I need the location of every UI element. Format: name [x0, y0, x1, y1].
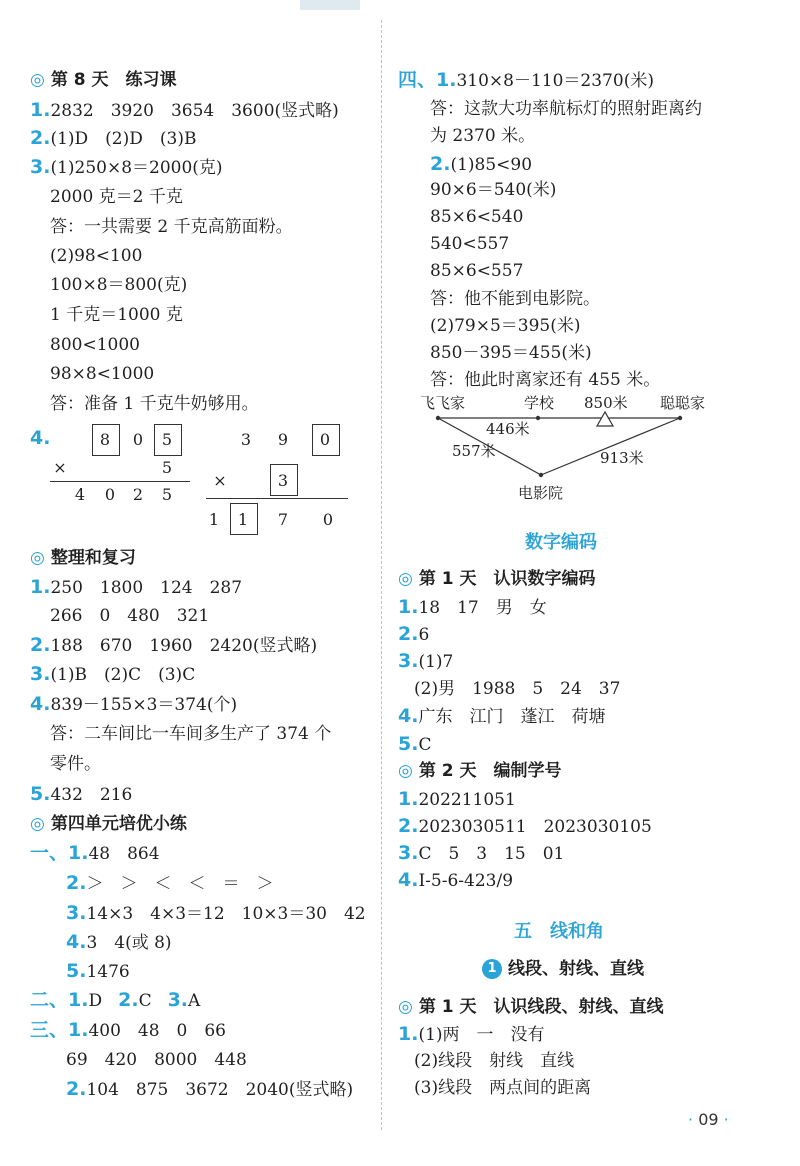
answer-line: 5.1476: [66, 960, 130, 982]
answer-line: 85×6<540: [430, 207, 524, 227]
answer-line: 为 2370 米。: [430, 126, 536, 146]
answer-line: 3.C 5 3 15 01: [398, 842, 565, 864]
answer-line: 二、1.D 2.C 3.A: [30, 989, 201, 1011]
answer-line: (2)线段 射线 直线: [414, 1051, 575, 1071]
label-850m: 850米: [584, 394, 628, 412]
answer-line: 2.2023030511 2023030105: [398, 815, 652, 837]
answer-line: 98×8<1000: [50, 364, 155, 384]
answer-line: 3.(1)7: [398, 650, 454, 672]
digit: 8: [99, 430, 111, 449]
answer-line: 1.202211051: [398, 788, 516, 810]
answer-line: 4.: [30, 427, 51, 449]
column-divider: [381, 20, 382, 1130]
answer-line: 69 420 8000 448: [66, 1050, 247, 1070]
answer-line: 答：他此时离家还有 455 米。: [430, 370, 661, 390]
answer-line: (2)79×5＝395(米): [430, 316, 581, 336]
answer-line: (2)98<100: [50, 246, 143, 266]
answer-line: 1.18 17 男 女: [398, 596, 547, 618]
answer-line: 1.250 1800 124 287: [30, 576, 243, 598]
times-sign: ×: [213, 471, 227, 490]
answer-line: 2.188 670 1960 2420(竖式略): [30, 634, 318, 656]
answer-line: 2.(1)85<90: [430, 153, 533, 175]
answer-line: 1 千克＝1000 克: [50, 305, 183, 325]
section-heading-lines-day1: ◎ 第 1 天 认识线段、射线、直线: [398, 997, 664, 1017]
circle-target-icon: ◎: [398, 569, 413, 589]
subsection-heading: 1 线段、射线、直线: [482, 957, 644, 981]
digit: 5: [161, 458, 173, 477]
answer-line: 3.14×3 4×3＝12 10×3＝30 42: [66, 902, 366, 924]
answer-line: 90×6＝540(米): [430, 180, 557, 200]
label-feifei-home: 飞飞家: [420, 394, 466, 412]
answer-line: 4.I-5-6-423/9: [398, 869, 514, 891]
route-diagram: [398, 390, 778, 505]
answer-line: 4.839－155×3＝374(个): [30, 693, 238, 715]
digit: 3: [277, 471, 289, 490]
feifei-home-point: [436, 416, 440, 420]
answer-line: (2)男 1988 5 24 37: [414, 679, 621, 699]
digit: 0: [319, 430, 331, 449]
congcong-home-point: [678, 416, 682, 420]
label-913m: 913米: [600, 449, 644, 467]
page-number: · 09 ·: [688, 1110, 729, 1129]
answer-line: 266 0 480 321: [50, 606, 210, 626]
label-557m: 557米: [452, 442, 496, 460]
answer-line: 4.广东 江门 蓬江 荷塘: [398, 705, 606, 727]
circle-target-icon: ◎: [398, 997, 413, 1017]
digit: 9: [277, 430, 289, 449]
label-congcong-home: 聪聪家: [660, 394, 706, 412]
answer-line: 3.(1)B (2)C (3)C: [30, 663, 196, 685]
digit: 0: [322, 510, 334, 529]
answer-line: 2.＞ ＞ ＜ ＜ ＝ ＞: [66, 872, 274, 894]
label-446m: 446米: [486, 420, 530, 438]
answer-line: 答：这款大功率航标灯的照射距离约: [430, 99, 702, 119]
circle-target-icon: ◎: [30, 70, 45, 90]
answer-line: 一、1.48 864: [30, 842, 160, 864]
times-sign: ×: [53, 458, 67, 477]
digit: 0: [104, 485, 116, 504]
result-line: [50, 481, 190, 482]
digit: 0: [132, 430, 144, 449]
digit: 1: [208, 510, 220, 529]
section-heading-unit4: ◎ 第四单元培优小练: [30, 814, 187, 834]
answer-line: 答：他不能到电影院。: [430, 289, 600, 309]
label-school: 学校: [524, 394, 555, 412]
section-heading-digit-day1: ◎ 第 1 天 认识数字编码: [398, 569, 596, 589]
answer-line: 850－395＝455(米): [430, 343, 592, 363]
result-line: [206, 498, 348, 499]
unit-title-lines-angles: 五 线和角: [514, 921, 604, 942]
answer-line: 四、1.310×8－110＝2370(米): [398, 69, 654, 91]
answer-line: 1.(1)两 一 没有: [398, 1023, 545, 1045]
answer-line: 2.(1)D (2)D (3)B: [30, 127, 197, 149]
digit: 7: [277, 510, 289, 529]
answer-line: 5.C: [398, 733, 432, 755]
answer-line: 三、1.400 48 0 66: [30, 1019, 226, 1041]
digit: 3: [240, 430, 252, 449]
digit: 5: [161, 485, 173, 504]
triangle-marker-icon: [597, 412, 613, 426]
answer-line: 5.432 216: [30, 783, 133, 805]
answer-line: 零件。: [50, 754, 101, 774]
answer-line: 4.3 4(或 8): [66, 931, 172, 953]
answer-line: 85×6<557: [430, 261, 524, 281]
number-badge-icon: 1: [482, 959, 502, 979]
top-edge-decoration: [300, 0, 360, 10]
answer-line: 答：二车间比一车间多生产了 374 个: [50, 724, 332, 744]
circle-target-icon: ◎: [30, 548, 45, 568]
answer-line: 2.6: [398, 623, 430, 645]
label-cinema: 电影院: [518, 484, 564, 502]
digit: 4: [74, 485, 86, 504]
answer-line: 800<1000: [50, 335, 140, 355]
cinema-point: [539, 473, 543, 477]
digit: 5: [161, 430, 173, 449]
section-heading-day8: ◎ 第 8 天 练习课: [30, 70, 177, 90]
answer-line: (3)线段 两点间的距离: [414, 1078, 592, 1098]
digit: 1: [237, 510, 249, 529]
answer-line: 1.2832 3920 3654 3600(竖式略): [30, 99, 339, 121]
circle-target-icon: ◎: [30, 814, 45, 834]
unit-title-digit-coding: 数字编码: [525, 532, 597, 553]
circle-target-icon: ◎: [398, 761, 413, 781]
answer-line: 100×8＝800(克): [50, 275, 188, 295]
section-heading-review: ◎ 整理和复习: [30, 548, 136, 568]
answer-line: 2000 克＝2 千克: [50, 187, 183, 207]
answer-line: 3.(1)250×8＝2000(克): [30, 156, 223, 178]
digit: 2: [132, 485, 144, 504]
answer-line: 答：一共需要 2 千克高筋面粉。: [50, 217, 293, 237]
school-point: [536, 416, 540, 420]
section-heading-digit-day2: ◎ 第 2 天 编制学号: [398, 761, 562, 781]
answer-line: 540<557: [430, 234, 510, 254]
answer-line: 2.104 875 3672 2040(竖式略): [66, 1078, 354, 1100]
answer-line: 答：准备 1 千克牛奶够用。: [50, 394, 259, 414]
